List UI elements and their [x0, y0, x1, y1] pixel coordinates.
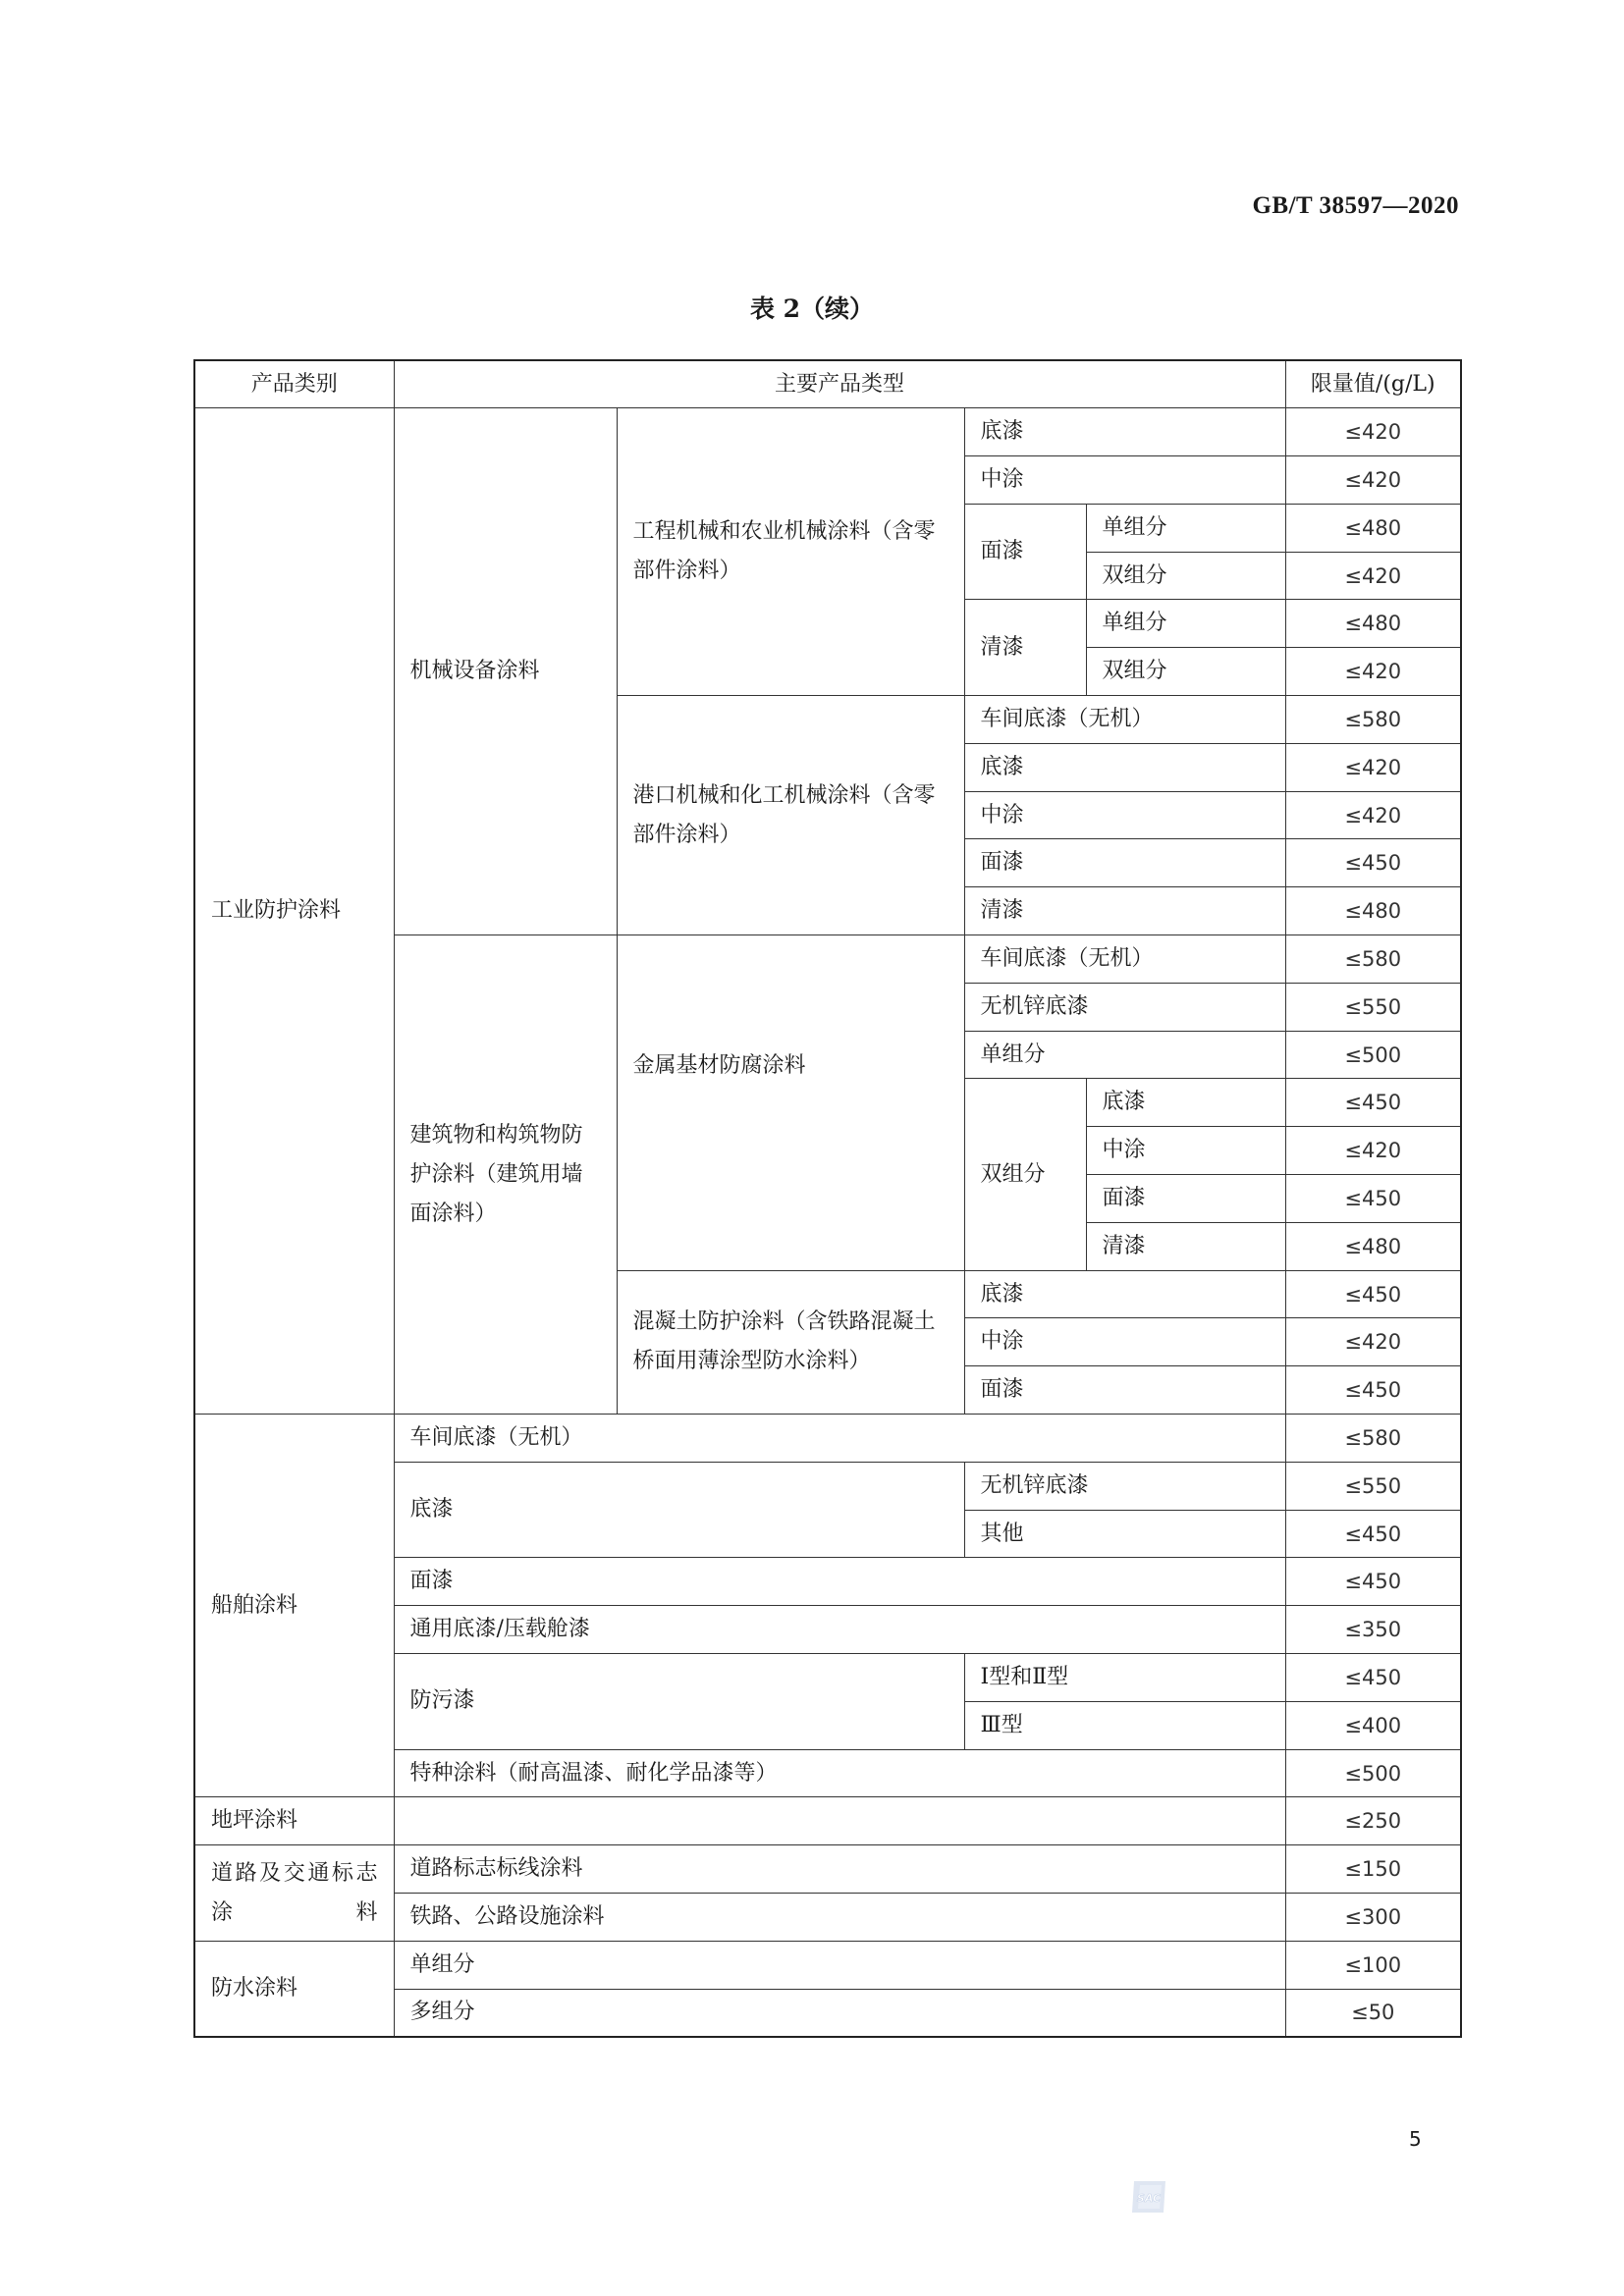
product-type-cell: 金属基材防腐涂料	[617, 935, 964, 1271]
coating-cell: 中涂	[964, 1318, 1285, 1366]
voc-limit-table	[193, 359, 1462, 2038]
category-cell: 道路及交通标志涂料	[194, 1845, 394, 1942]
product-type-cell: 单组分	[394, 1941, 1285, 1989]
limit-value: ≤400	[1285, 1701, 1461, 1749]
table-row	[194, 1941, 1461, 1989]
limit-value: ≤420	[1285, 648, 1461, 696]
coating-cell: 车间底漆（无机）	[964, 935, 1285, 984]
component-cell: 单组分	[1086, 504, 1285, 552]
limit-value: ≤580	[1285, 1415, 1461, 1463]
limit-value: ≤300	[1285, 1894, 1461, 1942]
coating-cell: 单组分	[964, 1031, 1285, 1079]
table-header-row	[194, 360, 1461, 408]
table-row	[194, 1797, 1461, 1845]
coating-cell: Ⅲ型	[964, 1701, 1285, 1749]
product-type-cell	[394, 1797, 1285, 1845]
sac-logo-icon	[1126, 2177, 1171, 2216]
coating-cell: 车间底漆（无机）	[964, 696, 1285, 744]
limit-value: ≤420	[1285, 552, 1461, 600]
product-type-cell: 底漆	[394, 1462, 964, 1558]
product-type-cell: 多组分	[394, 1989, 1285, 2037]
limit-value: ≤480	[1285, 887, 1461, 935]
product-type-cell: 铁路、公路设施涂料	[394, 1894, 1285, 1942]
coating-cell: 无机锌底漆	[964, 983, 1285, 1031]
category-cell: 工业防护涂料	[194, 408, 394, 1415]
limit-value: ≤500	[1285, 1749, 1461, 1797]
product-type-cell: 面漆	[394, 1558, 1285, 1606]
category-cell: 地坪涂料	[194, 1797, 394, 1845]
limit-value: ≤350	[1285, 1606, 1461, 1654]
component-cell: 中涂	[1086, 1127, 1285, 1175]
coating-cell: Ⅰ型和Ⅱ型	[964, 1654, 1285, 1702]
coating-cell: 面漆	[964, 1366, 1285, 1415]
limit-value: ≤420	[1285, 456, 1461, 505]
limit-value: ≤450	[1285, 1510, 1461, 1558]
limit-value: ≤550	[1285, 1462, 1461, 1510]
product-type-cell: 道路标志标线涂料	[394, 1845, 1285, 1894]
coating-cell: 底漆	[964, 408, 1285, 456]
limit-value: ≤480	[1285, 504, 1461, 552]
coating-cell: 底漆	[964, 1270, 1285, 1318]
limit-value: ≤420	[1285, 1127, 1461, 1175]
limit-value: ≤420	[1285, 743, 1461, 791]
limit-value: ≤450	[1285, 839, 1461, 887]
table-row	[194, 408, 1461, 456]
header-limit: 限量值/(g/L)	[1285, 360, 1461, 408]
component-cell: 面漆	[1086, 1175, 1285, 1223]
limit-value: ≤100	[1285, 1941, 1461, 1989]
svg-text:SAC: SAC	[1136, 2192, 1162, 2205]
limit-value: ≤420	[1285, 1318, 1461, 1366]
coating-cell: 面漆	[964, 839, 1285, 887]
table-caption: 表 2（续）	[749, 294, 875, 323]
coating-cell: 无机锌底漆	[964, 1462, 1285, 1510]
coating-cell: 双组分	[964, 1079, 1086, 1270]
product-type-cell: 通用底漆/压载舱漆	[394, 1606, 1285, 1654]
component-cell: 双组分	[1086, 552, 1285, 600]
header-main-types: 主要产品类型	[394, 360, 1285, 408]
page-number: 5	[1409, 2127, 1422, 2151]
component-cell: 单组分	[1086, 600, 1285, 648]
limit-value: ≤450	[1285, 1654, 1461, 1702]
product-type-cell: 港口机械和化工机械涂料（含零部件涂料）	[617, 696, 964, 935]
limit-value: ≤580	[1285, 696, 1461, 744]
coating-cell: 中涂	[964, 456, 1285, 505]
coating-cell: 面漆	[964, 504, 1086, 600]
product-type-cell: 工程机械和农业机械涂料（含零部件涂料）	[617, 408, 964, 696]
product-type-cell: 特种涂料（耐高温漆、耐化学品漆等）	[394, 1749, 1285, 1797]
limit-value: ≤420	[1285, 791, 1461, 839]
table-row	[194, 1415, 1461, 1463]
coating-cell: 底漆	[964, 743, 1285, 791]
limit-value: ≤150	[1285, 1845, 1461, 1894]
coating-cell: 清漆	[964, 600, 1086, 696]
subcategory-cell: 建筑物和构筑物防护涂料（建筑用墙面涂料）	[394, 935, 617, 1415]
limit-value: ≤50	[1285, 1989, 1461, 2037]
limit-value: ≤450	[1285, 1366, 1461, 1415]
subcategory-cell: 机械设备涂料	[394, 408, 617, 935]
component-cell: 双组分	[1086, 648, 1285, 696]
product-type-cell: 防污漆	[394, 1654, 964, 1750]
table-row	[194, 1845, 1461, 1894]
limit-value: ≤420	[1285, 408, 1461, 456]
category-cell: 船舶涂料	[194, 1415, 394, 1797]
limit-value: ≤450	[1285, 1079, 1461, 1127]
limit-value: ≤250	[1285, 1797, 1461, 1845]
limit-value: ≤450	[1285, 1175, 1461, 1223]
product-type-cell: 车间底漆（无机）	[394, 1415, 1285, 1463]
category-cell: 防水涂料	[194, 1941, 394, 2037]
limit-value: ≤450	[1285, 1270, 1461, 1318]
standard-number: GB/T 38597—2020	[1252, 192, 1459, 219]
coating-cell: 其他	[964, 1510, 1285, 1558]
coating-cell: 清漆	[964, 887, 1285, 935]
limit-value: ≤450	[1285, 1558, 1461, 1606]
limit-value: ≤480	[1285, 600, 1461, 648]
coating-cell: 中涂	[964, 791, 1285, 839]
component-cell: 清漆	[1086, 1222, 1285, 1270]
product-type-cell: 混凝土防护涂料（含铁路混凝土桥面用薄涂型防水涂料）	[617, 1270, 964, 1414]
header-category: 产品类别	[194, 360, 394, 408]
limit-value: ≤580	[1285, 935, 1461, 984]
limit-value: ≤500	[1285, 1031, 1461, 1079]
limit-value: ≤550	[1285, 983, 1461, 1031]
component-cell: 底漆	[1086, 1079, 1285, 1127]
limit-value: ≤480	[1285, 1222, 1461, 1270]
